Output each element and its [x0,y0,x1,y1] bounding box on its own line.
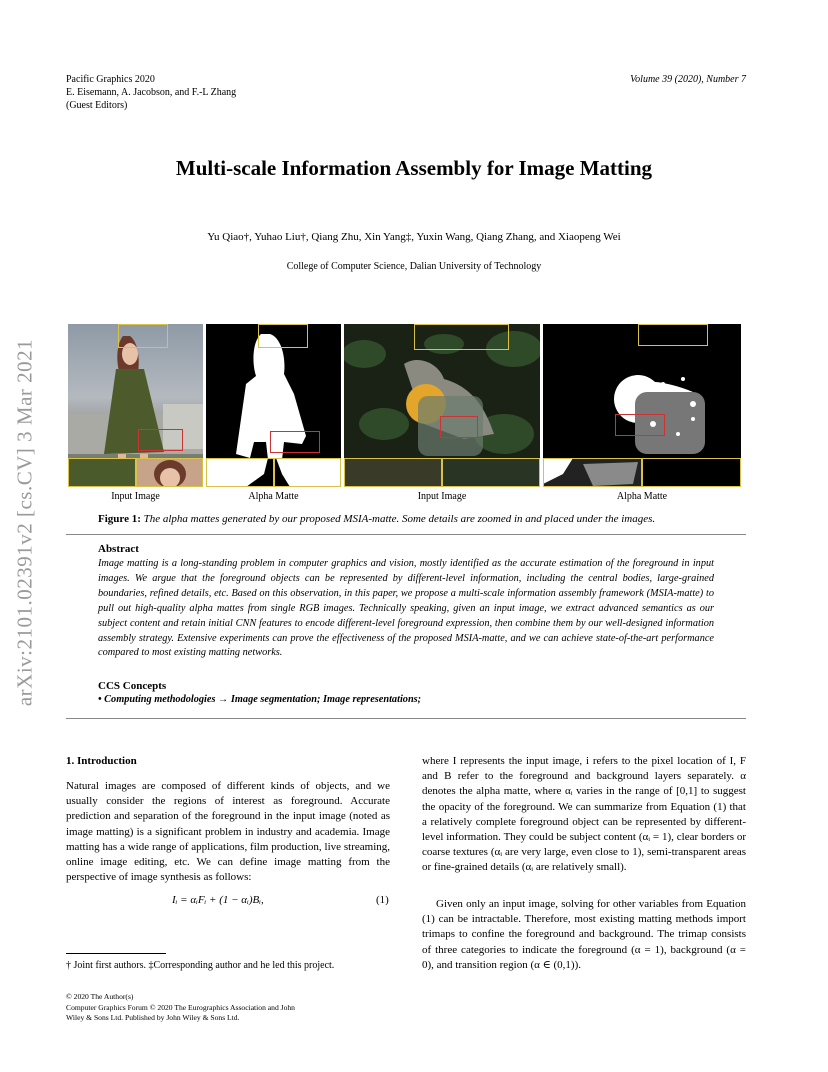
copyright-line-2: Computer Graphics Forum © 2020 The Eurographics Association and John [66,1002,295,1012]
affiliation: College of Computer Science, Dalian University of Technology [286,261,542,272]
volume-info: Volume 39 (2020), Number 7 [630,74,746,85]
intro-right-paragraph-1: where I represents the input image, i refers to the pixel location of I, F and B refer to the foreground and background layers separately. α denotes the alpha matte, where αᵢ varies in the range of [0,1] to suggest the opacity of the foreground. We can summarize from Equation (1) that a relatively complete foreground object can be represented by different-level information. They could be subject content (αᵢ = 1), clear borders or coarse textures (αᵢ are very large, even close to 1), semi-transparent areas or fine-grained details (αᵢ are relatively small). [422,755,746,874]
abstract-text: Image matting is a long-standing problem in computer graphics and vision, mostly identified as the accurate estimation of the foreground in input images. We argue that the foreground objects can be represented by different-level information, including the central bodies, large-grained boundaries, refined details, etc. Based on this observation, in this paper, we propose a multi-scale information assembly framework (MSIA-matte) to pull out high-quality alpha mattes from single RGB images. Technically speaking, given an input image, we extract advanced semantics as our subject content and retain initial CNN features to encode different-level foreground expression, then combine them by our well-designed information assembly strategy. Extensive experiments can prove the effectiveness of the proposed MSIA-matte, and we can achieve state-of-the-art performance compared to most existing matting networks. [98,558,714,659]
intro-right-paragraph-2: Given only an input image, solving for other variables from Equation (1) can be intractable. Therefore, most existing matting methods import trimaps to confine the foreground and background. The trimap consists of three categories to indicate the foreground (α = 1), background (α = 0), and transition region (α ∈ (0,1)). [422,898,746,971]
figure-label: Figure 1: [98,513,141,525]
author-list: Yu Qiao†, Yuhao Liu†, Qiang Zhu, Xin Yang‡, Yuxin Wang, Qiang Zhang, and Xiaopeng Wei [207,231,621,243]
equation-number: (1) [376,894,389,906]
panel-caption-3: Input Image [417,491,467,502]
abstract-heading: Abstract [98,543,139,555]
ccs-concepts: • Computing methodologies → Image segmentation; Image representations; [98,694,422,705]
panel-caption-1: Input Image [111,491,160,502]
divider-bottom [66,718,746,719]
ccs-heading: CCS Concepts [98,680,167,692]
figure-caption-text: The alpha mattes generated by our proposed MSIA-matte. Some details are zoomed in and placed under the images. [143,513,656,525]
figure-panel-input-1 [68,324,203,487]
copyright-line-1: © 2020 The Author(s) [66,992,134,1001]
journal-header [66,73,236,112]
footnote-rule [66,953,166,954]
paper-title: Multi-scale Information Assembly for Image Matting [175,156,653,180]
equation-1: Iᵢ = αᵢFᵢ + (1 − αᵢ)Bᵢ, [172,894,264,906]
figure-caption [98,513,655,525]
panel-caption-4: Alpha Matte [616,491,668,502]
figure-panel-alpha-1 [206,324,341,487]
panel-caption-2: Alpha Matte [248,491,299,502]
copyright-line-3: Wiley & Sons Ltd. Published by John Wiley & Sons Ltd. [66,1013,240,1022]
copyright-block [66,992,295,1024]
figure-panel-input-2 [344,324,540,487]
figure-panel-alpha-2 [543,324,741,487]
guest-editors: E. Eisemann, A. Jacobson, and F.-L Zhang [66,87,237,98]
arxiv-stamp: arXiv:2101.02391v2 [cs.CV] 3 Mar 2021 [12,338,37,707]
conference-name: Pacific Graphics 2020 [66,74,155,85]
divider-top [66,534,746,535]
intro-left-paragraph: Natural images are composed of different kinds of objects, and we usually consider the regions of interest as foreground. Accurate prediction and separation of the foreground in the input image (noted as image matting) is a significant problem in industry and academia. Image matting has a wide range of applications, film production, live streaming, online image editing, etc. We can define image matting from the perspective of image synthesis as follows: [66,780,390,884]
section-heading-introduction: 1. Introduction [66,755,137,767]
footnote: † Joint first authors. ‡Corresponding author and he led this project. [66,960,335,971]
guest-editors-label: (Guest Editors) [66,100,128,111]
